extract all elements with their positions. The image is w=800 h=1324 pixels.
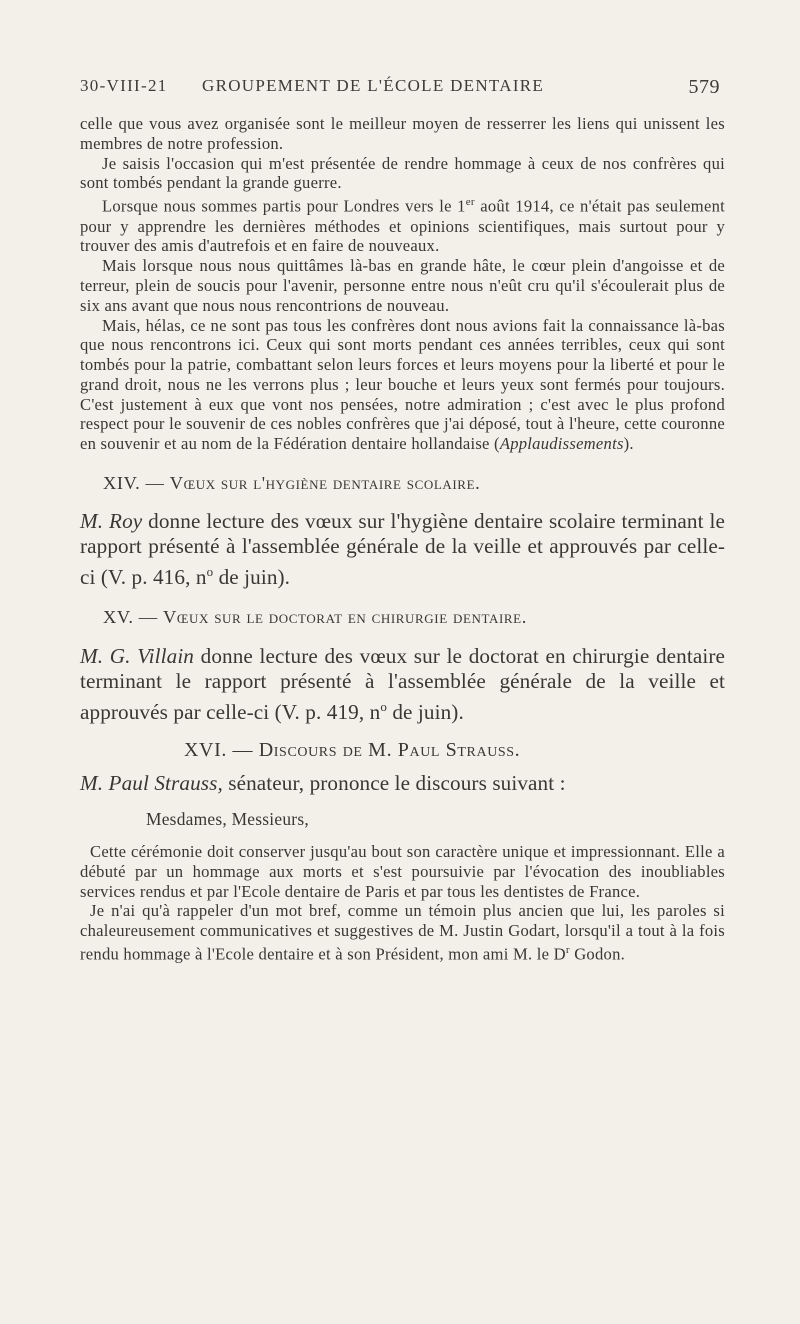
header-date: 30-VIII-21 bbox=[80, 76, 168, 95]
speech-paragraph-2 bbox=[80, 901, 725, 964]
paragraph-3-text-b: août 1914, ce n'était pas seulement pour y apprendre les dernières méthodes et opinions scientifiques, mais surtout pour y trouver des amis d'autrefois et en faire de nouveaux. bbox=[80, 196, 725, 256]
text-body bbox=[80, 114, 725, 964]
paragraph-2: Je saisis l'occasion qui m'est présentée de rendre hommage à ceux de nos confrères qui sont tombés pendant la grande guerre. bbox=[80, 153, 725, 193]
section-xv-body: donne lecture des vœux sur le doctorat en chirurgie dentaire terminant le rapport présenté à l'assemblée générale de la veille et approuvés par celle-ci (V. p. 419, n bbox=[80, 644, 725, 725]
section-xiv-body: donne lecture des vœux sur l'hygiène dentaire scolaire terminant le rapport présenté à l'assemblée générale de la veille et approuvés par celle-ci (V. p. 416, n bbox=[80, 509, 725, 590]
section-xiv-title: Vœux sur l'hygiène dentaire scolaire. bbox=[169, 473, 481, 494]
section-heading-xvi bbox=[184, 739, 725, 761]
section-xv-end: de juin). bbox=[386, 700, 464, 725]
section-xv-text bbox=[80, 644, 725, 725]
speech-salutation: Mesdames, Messieurs, bbox=[146, 809, 309, 830]
paragraph-3-superscript: er bbox=[465, 196, 475, 209]
paragraph-3-text-a: Lorsque nous sommes partis pour Londres vers le 1 bbox=[102, 196, 466, 216]
section-xiv-text bbox=[80, 509, 725, 590]
section-xv-number: XV. — bbox=[103, 607, 163, 628]
paragraph-5-text: Mais, hélas, ce ne sont pas tous les confrères dont nous avions fait la connaissance là-bas que nous rencontrons ici. Ceux qui sont morts pendant ces années terribles, ceux qui sont tombés pour la patrie, combattant selon leurs forces et leurs moyens pour la liberté et pour le grand droit, nous ne les verrons plus ; leur bouche et leurs yeux sont fermés pour toujours. C'est justement à eux que vont nos pensées, notre admiration ; c'est avec le plus profond respect pour le souvenir de ces nobles confrères que j'ai déposé, tout à l'heure, cette couronne en souvenir et au nom de la Fédération dentaire hollandaise ( bbox=[80, 315, 725, 454]
section-xiv-end: de juin). bbox=[213, 565, 291, 590]
paragraph-3 bbox=[80, 193, 725, 256]
paragraph-5-italic: Applaudissements bbox=[499, 434, 624, 454]
section-xv-title: Vœux sur le doctorat en chirurgie dentaire. bbox=[162, 607, 527, 628]
paragraph-4: Mais lorsque nous nous quittâmes là-bas en grande hâte, le cœur plein d'angoisse et de terreur, plein de soucis pour l'avenir, personne entre nous n'eût cru qu'il s'écoulerait plus de six ans avant que nous nous rencontrions de nouveau. bbox=[80, 256, 725, 315]
section-xv-superscript: o bbox=[380, 699, 387, 715]
speech-paragraph-2-end: Godon. bbox=[569, 944, 626, 964]
section-xv-name: M. G. Villain bbox=[80, 644, 194, 669]
section-heading-xv bbox=[103, 606, 725, 628]
section-xiv-superscript: o bbox=[206, 564, 214, 580]
paragraph-5 bbox=[80, 316, 725, 455]
section-xvi-title: Discours de M. Paul Strauss. bbox=[258, 739, 521, 762]
paragraph-5-end: ). bbox=[623, 434, 634, 454]
section-xvi-body: sénateur, prononce le discours suivant : bbox=[222, 771, 566, 796]
section-xvi-name: M. Paul Strauss, bbox=[80, 771, 223, 796]
speech-paragraph-1: Cette cérémonie doit conserver jusqu'au bout son caractère unique et impressionnant. Elle a débuté par un hommage aux morts et s'est poursuivie par l'évocation des inoubliables services rendus et par l'Ecole dentaire de Paris et par tous les dentistes de France. bbox=[80, 842, 725, 901]
paragraph-1: celle que vous avez organisée sont le meilleur moyen de resserrer les liens qui unissent les membres de notre profession. bbox=[80, 114, 725, 153]
section-xvi-number: XVI. — bbox=[184, 739, 259, 762]
section-xvi-text bbox=[80, 771, 725, 796]
section-xiv-number: XIV. — bbox=[103, 473, 170, 494]
section-heading-xiv bbox=[103, 472, 725, 494]
page-number: 579 bbox=[688, 76, 720, 98]
speech-paragraph-2-superscript: r bbox=[565, 943, 570, 956]
section-xiv-name: M. Roy bbox=[80, 509, 143, 534]
speech-paragraph-2-text: Je n'ai qu'à rappeler d'un mot bref, comme un témoin plus ancien que lui, les paroles si chaleureusement communicatives et suggestives de M. Justin Godart, lorsqu'il a tout à la fois rendu hommage à l'Ecole dentaire et à son Président, mon ami M. le D bbox=[80, 901, 725, 964]
header-title: GROUPEMENT DE L'ÉCOLE DENTAIRE bbox=[202, 76, 545, 95]
